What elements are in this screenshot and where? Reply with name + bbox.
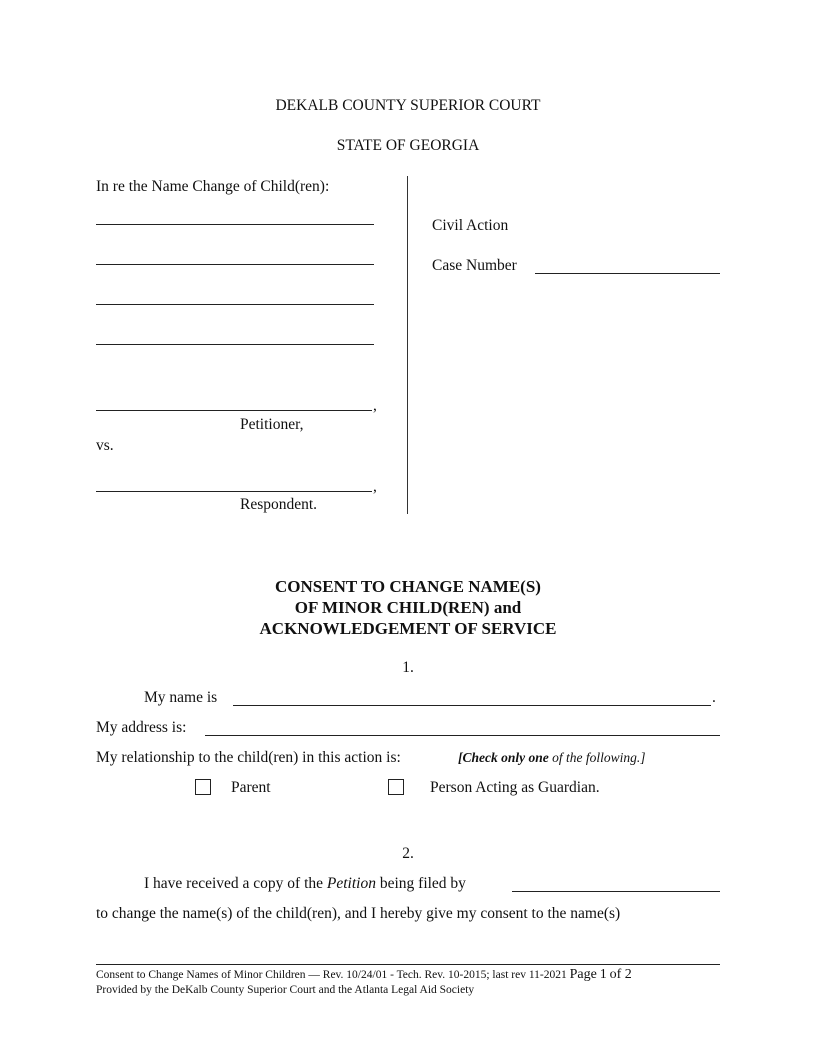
child-name-field-2[interactable]	[96, 248, 374, 265]
petitioner-label: Petitioner,	[240, 416, 304, 433]
child-name-field-3[interactable]	[96, 288, 374, 305]
case-number-label: Case Number	[432, 257, 517, 274]
caption-divider	[407, 176, 408, 514]
section-1-number: 1.	[402, 659, 414, 676]
check-one-note-bold: [Check only one	[458, 750, 549, 765]
petition-text-italic: Petition	[326, 875, 376, 892]
parent-option-label: Parent	[231, 779, 271, 796]
petitioner-name-field[interactable]	[96, 394, 372, 411]
name-label: My name is	[144, 689, 218, 706]
child-name-field-1[interactable]	[96, 208, 374, 225]
vs-label: vs.	[96, 437, 114, 454]
section-2-number: 2.	[402, 845, 414, 862]
footer-page-total: of 2	[609, 967, 632, 982]
address-field[interactable]	[205, 719, 720, 736]
footer-rule	[96, 964, 720, 965]
respondent-comma: ,	[373, 478, 377, 495]
respondent-name-field[interactable]	[96, 475, 372, 492]
respondent-label: Respondent.	[240, 496, 318, 513]
petition-text-a: I have received a copy of the	[144, 875, 327, 892]
doc-title-line-2: OF MINOR CHILD(REN) and	[294, 598, 522, 617]
petition-text-b: being filed by	[375, 875, 466, 892]
footer-line-2: Provided by the DeKalb County Superior Court and the Atlanta Legal Aid Society	[96, 984, 475, 996]
state-name: STATE OF GEORGIA	[336, 137, 480, 154]
check-one-note	[458, 750, 646, 766]
address-label: My address is:	[96, 719, 187, 736]
footer-page-number: 1	[599, 967, 607, 982]
relationship-label: My relationship to the child(ren) in this action is:	[96, 749, 401, 766]
petitioner-comma: ,	[373, 397, 377, 414]
check-one-note-rest: of the following.]	[548, 750, 646, 765]
guardian-option-label: Person Acting as Guardian.	[430, 779, 600, 796]
petition-received-text	[144, 875, 466, 893]
filed-by-field[interactable]	[512, 875, 720, 892]
case-number-field[interactable]	[535, 257, 720, 274]
footer-revision-text: Consent to Change Names of Minor Children — Rev. 10/24/01 - Tech. Rev. 10-2015; last rev 11-2021	[96, 969, 567, 981]
in-re-label: In re the Name Change of Child(ren):	[96, 178, 330, 195]
guardian-checkbox[interactable]	[388, 779, 404, 795]
footer-page-label: Page	[569, 967, 597, 982]
court-name: DEKALB COUNTY SUPERIOR COURT	[275, 97, 541, 114]
civil-action-label: Civil Action	[432, 217, 509, 234]
name-period: .	[712, 689, 716, 706]
doc-title-line-3: ACKNOWLEDGEMENT OF SERVICE	[259, 619, 557, 638]
footer-line-1	[96, 968, 632, 982]
consent-text-line: to change the name(s) of the child(ren), and I hereby give my consent to the name(s)	[96, 905, 621, 922]
child-name-field-4[interactable]	[96, 328, 374, 345]
name-field[interactable]	[233, 689, 711, 706]
parent-checkbox[interactable]	[195, 779, 211, 795]
doc-title-line-1: CONSENT TO CHANGE NAME(S)	[275, 577, 541, 596]
